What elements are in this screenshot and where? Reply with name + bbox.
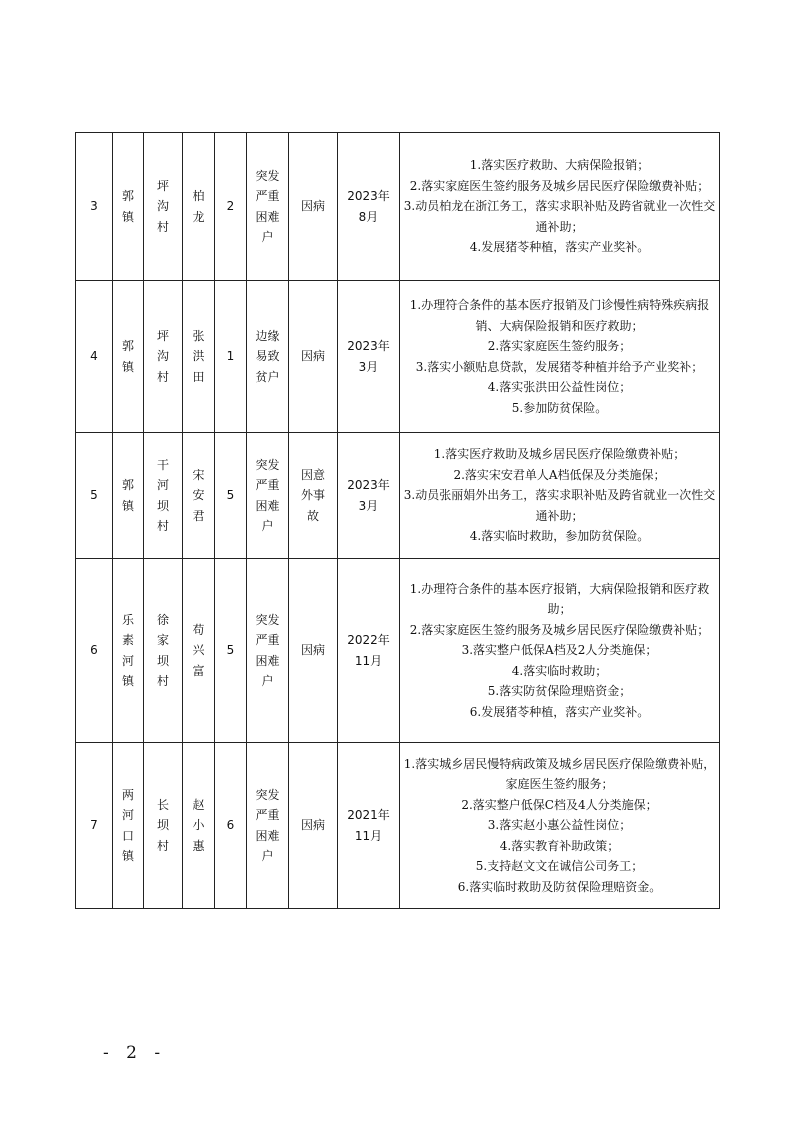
cell-text-line: 沟 bbox=[156, 349, 169, 364]
cell-text-line: 田 bbox=[192, 369, 205, 384]
cell-text-line: 家 bbox=[156, 633, 169, 647]
cell-text-line: 突发 bbox=[255, 612, 280, 627]
member-count: 6 bbox=[215, 743, 247, 909]
cell-text-line: 郭 bbox=[121, 189, 134, 203]
cell-text-line: 因病 bbox=[300, 818, 325, 833]
measure-item: 3.动员张丽娟外出务工，落实求职补贴及跨省就业一次性交通补助； bbox=[403, 488, 716, 523]
measure-item: 5.落实防贫保险理赔资金； bbox=[487, 684, 632, 699]
name-cell bbox=[183, 133, 215, 281]
measure-item: 2.落实宋安君单人A档低保及分类施保； bbox=[453, 467, 666, 482]
cell-text-line: 村 bbox=[156, 519, 169, 533]
cell-text-line: 镇 bbox=[121, 359, 134, 374]
cell-text-line: 困难 bbox=[255, 828, 280, 843]
measure-item: 2.落实家庭医生签约服务； bbox=[487, 339, 632, 353]
cell-text-line: 坝 bbox=[156, 498, 169, 513]
measure-item: 4.落实临时救助； bbox=[511, 663, 608, 678]
village-cell bbox=[144, 281, 183, 433]
name-cell bbox=[183, 281, 215, 433]
cell-text-line: 郭 bbox=[121, 478, 134, 492]
cell-text-line: 富 bbox=[192, 663, 205, 678]
cell-text-line: 突发 bbox=[255, 787, 280, 802]
cell-text-line: 长 bbox=[156, 797, 169, 812]
household-type-cell bbox=[247, 743, 289, 909]
member-count: 5 bbox=[215, 559, 247, 743]
household-type-cell bbox=[247, 281, 289, 433]
cell-text-line: 乐 bbox=[121, 612, 134, 627]
cell-text-line: 河 bbox=[156, 478, 169, 492]
date-month: 3月 bbox=[358, 498, 379, 513]
measure-item: 4.发展猪苓种植，落实产业奖补。 bbox=[469, 240, 650, 255]
measures-cell bbox=[400, 281, 720, 433]
cause-cell bbox=[289, 281, 338, 433]
date-cell bbox=[338, 433, 400, 559]
measure-item: 3.动员柏龙在浙江务工，落实求职补贴及跨省就业一次性交通补助； bbox=[403, 199, 716, 234]
measure-item: 3.落实赵小惠公益性岗位； bbox=[487, 818, 632, 833]
date-year: 2023年 bbox=[347, 478, 390, 492]
cell-text-line: 村 bbox=[156, 838, 169, 853]
cell-text-line: 严重 bbox=[255, 633, 280, 647]
date-year: 2021年 bbox=[347, 808, 390, 822]
household-table bbox=[75, 132, 720, 909]
cell-text-line: 严重 bbox=[255, 808, 280, 822]
measure-item: 1.落实医疗救助、大病保险报销； bbox=[469, 158, 650, 173]
cell-text-line: 坪 bbox=[156, 178, 169, 193]
town-cell bbox=[113, 133, 144, 281]
cell-text-line: 户 bbox=[261, 849, 274, 863]
measures-cell bbox=[400, 133, 720, 281]
cell-text-line: 赵 bbox=[192, 797, 205, 812]
date-year: 2022年 bbox=[347, 633, 390, 647]
date-year: 2023年 bbox=[347, 339, 390, 353]
cell-text-line: 突发 bbox=[255, 168, 280, 183]
town-cell bbox=[113, 743, 144, 909]
cell-text-line: 故 bbox=[306, 508, 319, 523]
date-cell bbox=[338, 133, 400, 281]
row-number: 7 bbox=[76, 743, 113, 909]
cell-text-line: 坪 bbox=[156, 328, 169, 343]
measure-item: 2.落实整户低保C档及4人分类施保； bbox=[461, 797, 658, 812]
date-month: 11月 bbox=[354, 653, 383, 668]
cell-text-line: 干 bbox=[156, 457, 169, 472]
measure-item: 4.落实临时救助，参加防贫保险。 bbox=[469, 529, 650, 544]
cell-text-line: 易致 bbox=[255, 349, 280, 364]
table-row bbox=[76, 433, 720, 559]
cell-text-line: 因意 bbox=[300, 467, 325, 482]
name-cell bbox=[183, 433, 215, 559]
cell-text-line: 户 bbox=[261, 519, 274, 533]
cell-text-line: 沟 bbox=[156, 199, 169, 214]
cell-text-line: 河 bbox=[121, 808, 134, 822]
cell-text-line: 镇 bbox=[121, 849, 134, 863]
table-row bbox=[76, 281, 720, 433]
cell-text-line: 兴 bbox=[192, 643, 205, 658]
measure-item: 5.支持赵文文在诚信公司务工； bbox=[475, 859, 644, 874]
measures-cell bbox=[400, 559, 720, 743]
measure-item: 4.落实张洪田公益性岗位； bbox=[487, 380, 632, 394]
cell-text-line: 村 bbox=[156, 219, 169, 234]
cell-text-line: 困难 bbox=[255, 209, 280, 224]
cell-text-line: 边缘 bbox=[255, 328, 280, 343]
town-cell bbox=[113, 433, 144, 559]
date-month: 3月 bbox=[358, 359, 379, 374]
cause-cell bbox=[289, 133, 338, 281]
cell-text-line: 惠 bbox=[192, 838, 205, 853]
cell-text-line: 户 bbox=[261, 230, 274, 244]
cell-text-line: 君 bbox=[192, 508, 205, 523]
cell-text-line: 因病 bbox=[300, 349, 325, 364]
cell-text-line: 郭 bbox=[121, 339, 134, 353]
cell-text-line: 贫户 bbox=[255, 369, 280, 384]
measure-item: 3.落实小额贴息贷款，发展猪苓种植并给予产业奖补； bbox=[415, 359, 704, 374]
member-count: 1 bbox=[215, 281, 247, 433]
cell-text-line: 村 bbox=[156, 674, 169, 688]
cell-text-line: 小 bbox=[192, 818, 205, 833]
cell-text-line: 镇 bbox=[121, 674, 134, 688]
cell-text-line: 口 bbox=[121, 828, 134, 843]
measure-item: 4.落实教育补助政策； bbox=[499, 838, 620, 853]
cell-text-line: 困难 bbox=[255, 653, 280, 668]
cell-text-line: 洪 bbox=[192, 349, 205, 364]
measure-item: 6.发展猪苓种植，落实产业奖补。 bbox=[469, 704, 650, 719]
cause-cell bbox=[289, 433, 338, 559]
measure-item: 1.落实城乡居民慢特病政策及城乡居民医疗保险缴费补贴，家庭医生签约服务； bbox=[403, 756, 716, 792]
cell-text-line: 素 bbox=[121, 633, 134, 647]
cell-text-line: 严重 bbox=[255, 189, 280, 203]
cell-text-line: 坝 bbox=[156, 818, 169, 833]
cell-text-line: 严重 bbox=[255, 478, 280, 492]
cell-text-line: 徐 bbox=[156, 612, 169, 627]
cell-text-line: 龙 bbox=[192, 209, 205, 224]
cell-text-line: 镇 bbox=[121, 498, 134, 513]
cell-text-line: 镇 bbox=[121, 209, 134, 224]
date-month: 8月 bbox=[358, 209, 379, 224]
page-number: - 2 - bbox=[103, 1043, 167, 1063]
name-cell bbox=[183, 559, 215, 743]
cause-cell bbox=[289, 743, 338, 909]
cell-text-line: 宋 bbox=[192, 467, 205, 482]
measure-item: 1.落实医疗救助及城乡居民医疗保险缴费补贴； bbox=[433, 447, 686, 462]
village-cell bbox=[144, 743, 183, 909]
village-cell bbox=[144, 559, 183, 743]
measure-item: 3.落实整户低保A档及2人分类施保； bbox=[461, 643, 658, 658]
row-number: 6 bbox=[76, 559, 113, 743]
measure-item: 6.落实临时救助及防贫保险理赔资金。 bbox=[457, 879, 662, 894]
measures-cell bbox=[400, 743, 720, 909]
date-cell bbox=[338, 559, 400, 743]
household-type-cell bbox=[247, 133, 289, 281]
date-year: 2023年 bbox=[347, 189, 390, 203]
date-cell bbox=[338, 743, 400, 909]
household-type-cell bbox=[247, 433, 289, 559]
date-month: 11月 bbox=[354, 828, 383, 843]
cell-text-line: 苟 bbox=[192, 622, 205, 637]
cell-text-line: 张 bbox=[192, 328, 205, 343]
cell-text-line: 柏 bbox=[192, 189, 205, 203]
cell-text-line: 坝 bbox=[156, 653, 169, 668]
cell-text-line: 突发 bbox=[255, 457, 280, 472]
measure-item: 2.落实家庭医生签约服务及城乡居民医疗保险缴费补贴； bbox=[409, 178, 710, 193]
table-row bbox=[76, 133, 720, 281]
cell-text-line: 两 bbox=[121, 787, 134, 802]
table-row bbox=[76, 743, 720, 909]
village-cell bbox=[144, 133, 183, 281]
village-cell bbox=[144, 433, 183, 559]
cell-text-line: 安 bbox=[192, 488, 205, 503]
row-number: 3 bbox=[76, 133, 113, 281]
measure-item: 1.办理符合条件的基本医疗报销及门诊慢性病特殊疾病报销、大病保险报销和医疗救助； bbox=[409, 298, 710, 333]
measures-cell bbox=[400, 433, 720, 559]
measure-item: 5.参加防贫保险。 bbox=[511, 400, 608, 415]
town-cell bbox=[113, 281, 144, 433]
measure-item: 2.落实家庭医生签约服务及城乡居民医疗保险缴费补贴； bbox=[409, 622, 710, 637]
row-number: 5 bbox=[76, 433, 113, 559]
household-type-cell bbox=[247, 559, 289, 743]
cell-text-line: 户 bbox=[261, 674, 274, 688]
name-cell bbox=[183, 743, 215, 909]
cell-text-line: 因病 bbox=[300, 199, 325, 214]
cause-cell bbox=[289, 559, 338, 743]
table-row bbox=[76, 559, 720, 743]
town-cell bbox=[113, 559, 144, 743]
cell-text-line: 因病 bbox=[300, 643, 325, 658]
date-cell bbox=[338, 281, 400, 433]
cell-text-line: 河 bbox=[121, 653, 134, 668]
measure-item: 1.办理符合条件的基本医疗报销，大病保险报销和医疗救助； bbox=[409, 581, 710, 617]
row-number: 4 bbox=[76, 281, 113, 433]
cell-text-line: 困难 bbox=[255, 498, 280, 513]
cell-text-line: 村 bbox=[156, 369, 169, 384]
member-count: 5 bbox=[215, 433, 247, 559]
cell-text-line: 外事 bbox=[300, 488, 325, 503]
member-count: 2 bbox=[215, 133, 247, 281]
